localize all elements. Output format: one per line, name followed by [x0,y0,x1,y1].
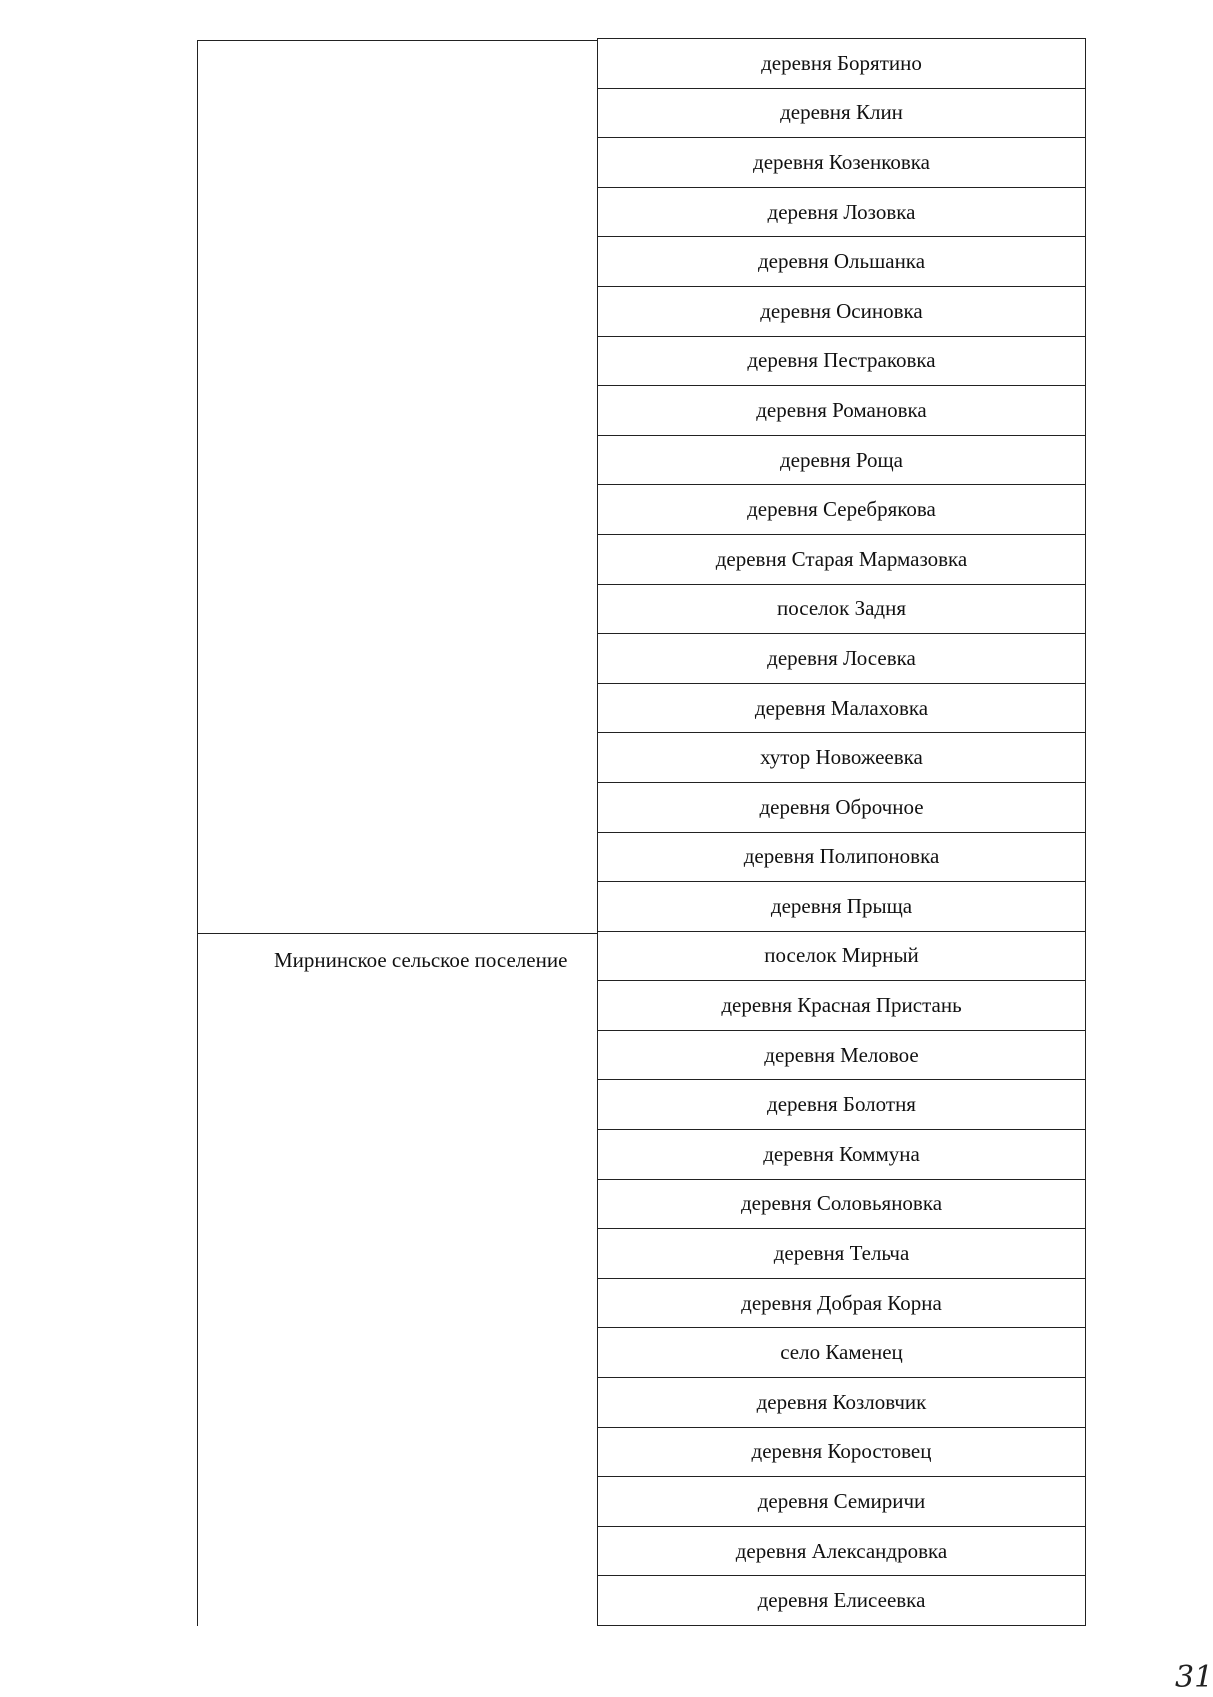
table-row: хутор Новожеевка [598,732,1085,782]
table-row: деревня Романовка [598,385,1085,435]
table-row: деревня Козловчик [598,1377,1085,1427]
table-row: деревня Александровка [598,1526,1085,1576]
page-number: 31 [1175,1660,1213,1695]
table-top-border [198,40,598,41]
municipality-column [197,40,598,1626]
settlement-column [597,38,1086,1626]
table-row: деревня Роща [598,435,1085,485]
table-row: деревня Тельча [598,1228,1085,1278]
table-row: деревня Красная Пристань [598,980,1085,1030]
table-row: деревня Осиновка [598,286,1085,336]
settlements-table [197,38,1087,1626]
table-row: деревня Добрая Корна [598,1278,1085,1328]
municipality-name: Мирнинское сельское поселение [274,948,568,972]
table-row: деревня Меловое [598,1030,1085,1080]
table-row: деревня Серебрякова [598,484,1085,534]
table-row: село Каменец [598,1327,1085,1377]
table-row: деревня Коростовец [598,1427,1085,1477]
table-row: деревня Борятино [598,38,1085,88]
table-row: поселок Задня [598,584,1085,634]
table-row: деревня Прыща [598,881,1085,931]
table-row: поселок Мирный [598,931,1085,981]
group-divider [198,933,598,934]
table-row: деревня Болотня [598,1079,1085,1129]
table-row: деревня Лозовка [598,187,1085,237]
table-row: деревня Козенковка [598,137,1085,187]
table-row: деревня Оброчное [598,782,1085,832]
table-row: деревня Полипоновка [598,832,1085,882]
table-row: деревня Коммуна [598,1129,1085,1179]
table-row: деревня Семиричи [598,1476,1085,1526]
table-row: деревня Ольшанка [598,236,1085,286]
table-row: деревня Клин [598,88,1085,138]
table-row: деревня Малаховка [598,683,1085,733]
table-row: деревня Соловьяновка [598,1179,1085,1229]
table-row: деревня Елисеевка [598,1575,1085,1625]
table-row: деревня Пестраковка [598,336,1085,386]
table-row: деревня Старая Мармазовка [598,534,1085,584]
table-row: деревня Лосевка [598,633,1085,683]
